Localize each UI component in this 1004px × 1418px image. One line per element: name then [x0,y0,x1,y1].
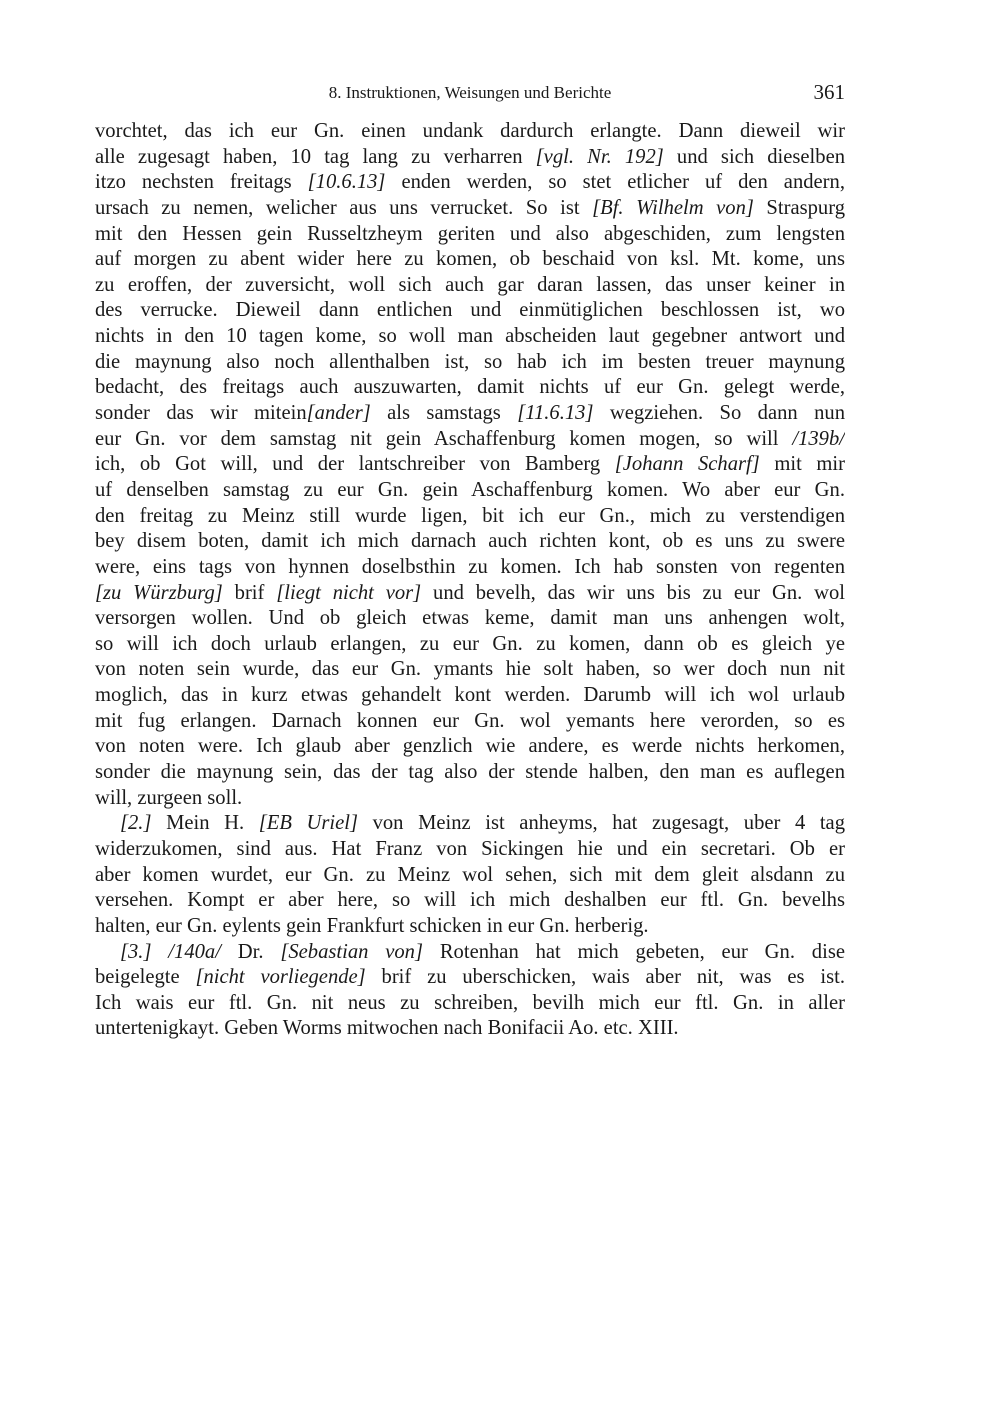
page-number: 361 [813,80,845,104]
text-segment: wegziehen. So dann nun [593,402,845,425]
text-segment: ursach zu nemen, welicher aus uns verrucket. So ist [95,196,593,219]
editorial-annotation: [liegt nicht vor] [276,581,422,604]
text-line [95,811,845,837]
text-line [95,555,845,581]
text-line [95,427,845,453]
text-line [95,683,845,709]
text-segment: Straspurg [753,196,845,219]
text-segment: von Meinz ist anheyms, hat zugesagt, uber 4 tag [358,812,845,835]
body-text [95,119,845,1042]
editorial-annotation: /139b/ [792,427,845,450]
text-segment: den freitag zu Meinz still wurde ligen, bit ich eur Gn., mich zu verstendigen [95,504,845,527]
text-line [95,709,845,735]
text-segment: versorgen wollen. Und ob gleich etwas keme, damit man uns anhengen wolt, [95,607,845,630]
text-segment: will, zurgeen soll. [95,786,243,809]
text-segment: Dr. [220,940,281,963]
text-segment: beigelegte [95,966,196,989]
text-line [95,632,845,658]
text-segment: mit mir [759,453,845,476]
text-segment: Mein H. [151,812,259,835]
text-segment: des verrucke. Dieweil dann entlichen und einmütiglichen beschlossen ist, wo [95,299,845,322]
text-line [95,504,845,530]
text-segment: brif zu uberschicken, wais aber nit, was es ist. [365,966,845,989]
text-line [95,888,845,914]
text-segment: aber komen wurdet, eur Gn. zu Meinz wol sehen, sich mit dem gleit alsdann zu [95,863,845,886]
text-segment: were, eins tags von hynnen doselbsthin zu komen. Ich hab sonsten von regenten [95,555,845,578]
text-line [95,914,845,940]
text-line [95,324,845,350]
editorial-annotation: [zu Würzburg] [95,581,223,604]
text-line [95,247,845,273]
text-line [95,350,845,376]
editorial-annotation: [11.6.13] [517,402,594,425]
text-segment: und bevelh, das wir uns bis zu eur Gn. wol [421,581,845,604]
editorial-annotation: [2.] [120,812,152,835]
editorial-annotation: [Sebastian von] [280,940,423,963]
editorial-annotation: [Bf. Wilhelm von] [592,196,754,219]
text-line [95,837,845,863]
text-line [95,940,845,966]
text-line [95,375,845,401]
text-segment: die maynung also noch allenthalben ist, so hab ich im besten treuer maynung [95,350,845,373]
editorial-annotation: [EB Uriel] [258,812,358,835]
text-segment: bey disem boten, damit ich mich darnach auch richten kont, ob es uns zu swere [95,530,845,553]
text-segment: sonder das wir mitein [95,402,307,425]
text-line [95,170,845,196]
text-line [95,965,845,991]
text-segment: mit den Hessen gein Russeltzheym geriten und also abgeschiden, zum lengsten [95,222,845,245]
text-line [95,298,845,324]
text-segment: nichts in den 10 tagen kome, so woll man abscheiden laut gegebner antwort und [95,325,845,348]
editorial-annotation: [nicht vorliegende] [195,966,366,989]
text-segment: Rotenhan hat mich gebeten, eur Gn. dise [423,940,845,963]
text-segment: enden werden, so stet etlicher uf den andern, [385,171,845,194]
text-line [95,478,845,504]
text-segment: auf morgen zu abent wider here zu komen, ob beschaid von ksl. Mt. kome, uns [95,248,845,271]
text-segment: als samstags [370,402,518,425]
text-line [95,196,845,222]
editorial-annotation: [ander] [306,402,371,425]
text-line [95,273,845,299]
text-line [95,145,845,171]
text-line [95,1016,845,1042]
running-title: 8. Instruktionen, Weisungen und Berichte [328,83,612,102]
text-segment: eur Gn. vor dem samstag nit gein Aschaffenburg komen mogen, so will [95,427,793,450]
editorial-annotation: [3.] /140a/ [120,940,221,963]
text-segment: alle zugesagt haben, 10 tag lang zu verharren [95,145,536,168]
text-segment: und sich dieselben [663,145,845,168]
text-segment: ich, ob Got will, und der lantschreiber von Bamberg [95,453,615,476]
text-line [95,119,845,145]
text-segment: Ich wais eur ftl. Gn. nit neus zu schreiben, bevilh mich eur ftl. Gn. in aller [95,991,845,1014]
text-line [95,529,845,555]
text-line [95,606,845,632]
text-segment: sonder die maynung sein, das der tag also der stende halben, den man es auflegen [95,761,845,784]
text-line [95,222,845,248]
text-line [95,657,845,683]
text-segment: von noten were. Ich glaub aber genzlich wie andere, es werde nichts herkomen, [95,735,845,758]
text-segment: vorchtet, das ich eur Gn. einen undank dardurch erlangte. Dann dieweil wir [95,120,845,142]
text-segment: halten, eur Gn. eylents gein Frankfurt schicken in eur Gn. herberig. [95,914,649,937]
text-line [95,452,845,478]
text-segment: bedacht, des freitags auch auszuwarten, damit nichts uf eur Gn. gelegt werde, [95,376,845,399]
text-segment: untertenigkayt. Geben Worms mitwochen nach Bonifacii Ao. etc. XIII. [95,1017,679,1040]
editorial-annotation: [Johann Scharf] [614,453,760,476]
text-segment: itzo nechsten freitags [95,171,308,194]
text-segment: so will ich doch urlaub erlangen, zu eur Gn. zu komen, dann ob es gleich ye [95,632,845,655]
text-line [95,760,845,786]
text-segment: moglich, das in kurz etwas gehandelt kont werden. Darumb will ich wol urlaub [95,684,845,707]
running-header [95,80,845,106]
text-segment: von noten sein wurde, das eur Gn. ymants hie solt haben, so wer doch nun nit [95,658,845,681]
text-line [95,991,845,1017]
text-segment: zu eroffen, der zuversicht, woll sich auch gar daran lassen, das unser keiner in [95,273,845,296]
editorial-annotation: [10.6.13] [307,171,386,194]
text-line [95,581,845,607]
text-line [95,786,845,812]
text-line [95,734,845,760]
text-line [95,401,845,427]
text-segment: mit fug erlangen. Darnach konnen eur Gn. wol yemants here verorden, so es [95,709,845,732]
text-segment: versehen. Kompt er aber here, so will ich mich deshalben eur ftl. Gn. bevelhs [95,889,845,912]
text-line [95,863,845,889]
text-segment: uf denselben samstag zu eur Gn. gein Aschaffenburg komen. Wo aber eur Gn. [95,478,845,501]
text-segment: brif [222,581,277,604]
editorial-annotation: [vgl. Nr. 192] [535,145,664,168]
text-segment: widerzukomen, sind aus. Hat Franz von Sickingen hie und ein secretari. Ob er [95,837,845,860]
